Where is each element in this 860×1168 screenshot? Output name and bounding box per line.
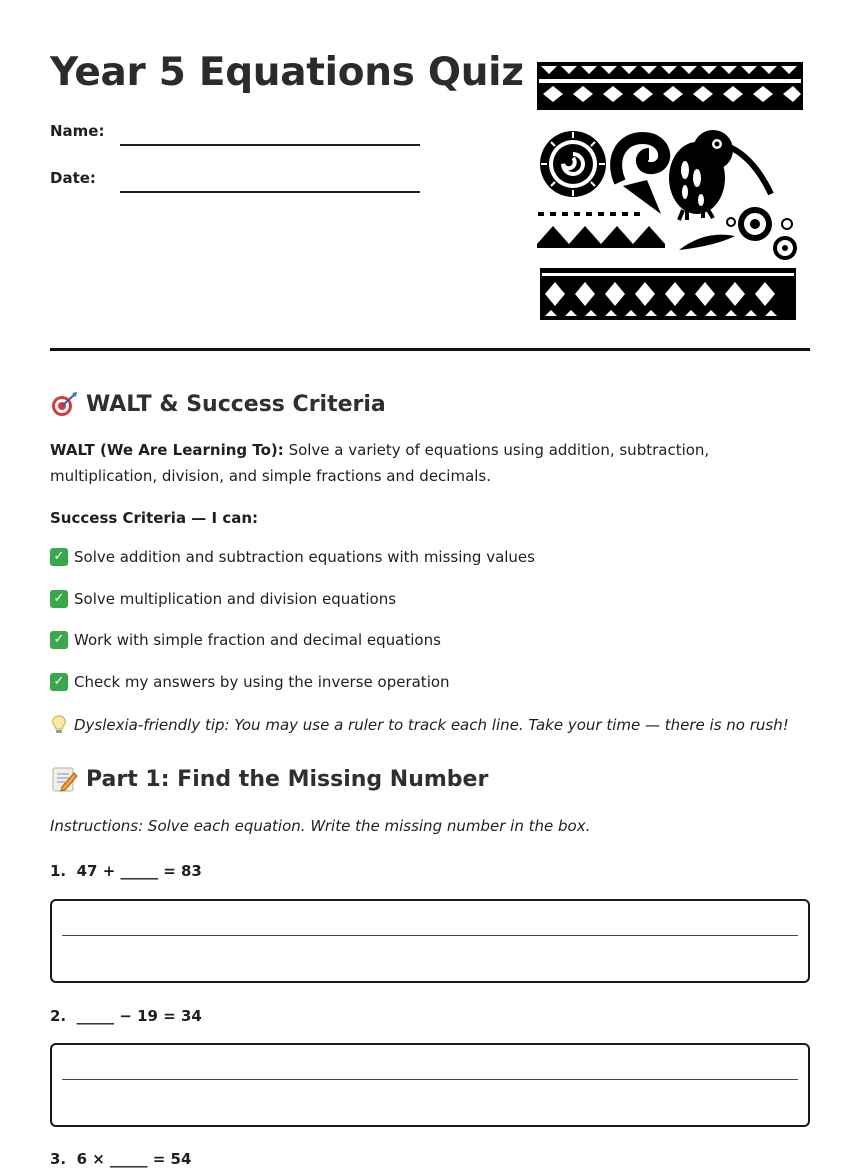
question-2 [50,1007,202,1025]
criteria-heading: Success Criteria — I can: [50,509,259,527]
walt-label: WALT (We Are Learning To): [50,441,284,459]
maori-pattern-artwork [535,60,805,322]
criteria-item [50,631,441,649]
question-3 [50,1150,191,1168]
green-checkmark-icon: ✓ [50,631,68,649]
walt-heading [50,390,386,418]
lightbulb-icon [50,715,68,735]
answer-line [62,1079,798,1080]
tip-text: Dyslexia-friendly tip: You may use a ruler to track each line. Take your time — there is no rush! [74,716,789,734]
dyslexia-tip [50,715,789,735]
walt-text: Solve a variety of equations using addition, subtraction, multiplication, division, and simple fractions and decimals. [50,441,710,485]
answer-box-2[interactable] [50,1043,810,1127]
part1-heading [50,765,488,793]
answer-box-1[interactable] [50,899,810,983]
memo-icon [50,765,78,793]
page-title: Year 5 Equations Quiz [50,50,524,95]
date-label: Date: [50,169,96,187]
part1-instructions: Instructions: Solve each equation. Write the missing number in the box. [50,817,591,835]
criteria-item [50,673,450,691]
question-equation: 6 × _____ = 54 [76,1150,192,1168]
criteria-text: Work with simple fraction and decimal equations [74,631,441,649]
answer-line [62,935,798,936]
question-equation: 47 + _____ = 83 [76,862,202,880]
name-label: Name: [50,122,105,140]
circle-motifs [679,210,795,258]
question-equation: _____ − 19 = 34 [76,1007,202,1025]
part1-heading-text: Part 1: Find the Missing Number [86,766,489,792]
kiwi-bird [669,130,771,220]
green-checkmark-icon: ✓ [50,673,68,691]
dotted-line [538,212,640,216]
date-input-line[interactable] [120,191,420,193]
target-icon [50,390,78,418]
spiral-disc [540,131,606,197]
bottom-pattern-band [540,268,796,320]
walt-heading-text: WALT & Success Criteria [86,391,386,417]
header-divider [50,348,810,351]
criteria-text: Solve addition and subtraction equations with missing values [74,548,535,566]
name-input-line[interactable] [120,144,420,146]
question-1 [50,862,202,880]
question-number: 1. [50,862,67,880]
top-pattern-band [537,62,803,110]
criteria-text: Check my answers by using the inverse operation [74,673,450,691]
triangle-row [537,226,665,248]
criteria-text: Solve multiplication and division equations [74,590,397,608]
criteria-item [50,590,396,608]
koru-swirl [616,138,664,214]
question-number: 3. [50,1150,67,1168]
green-checkmark-icon: ✓ [50,590,68,608]
criteria-item [50,548,535,566]
green-checkmark-icon: ✓ [50,548,68,566]
walt-paragraph [50,437,790,489]
question-number: 2. [50,1007,67,1025]
